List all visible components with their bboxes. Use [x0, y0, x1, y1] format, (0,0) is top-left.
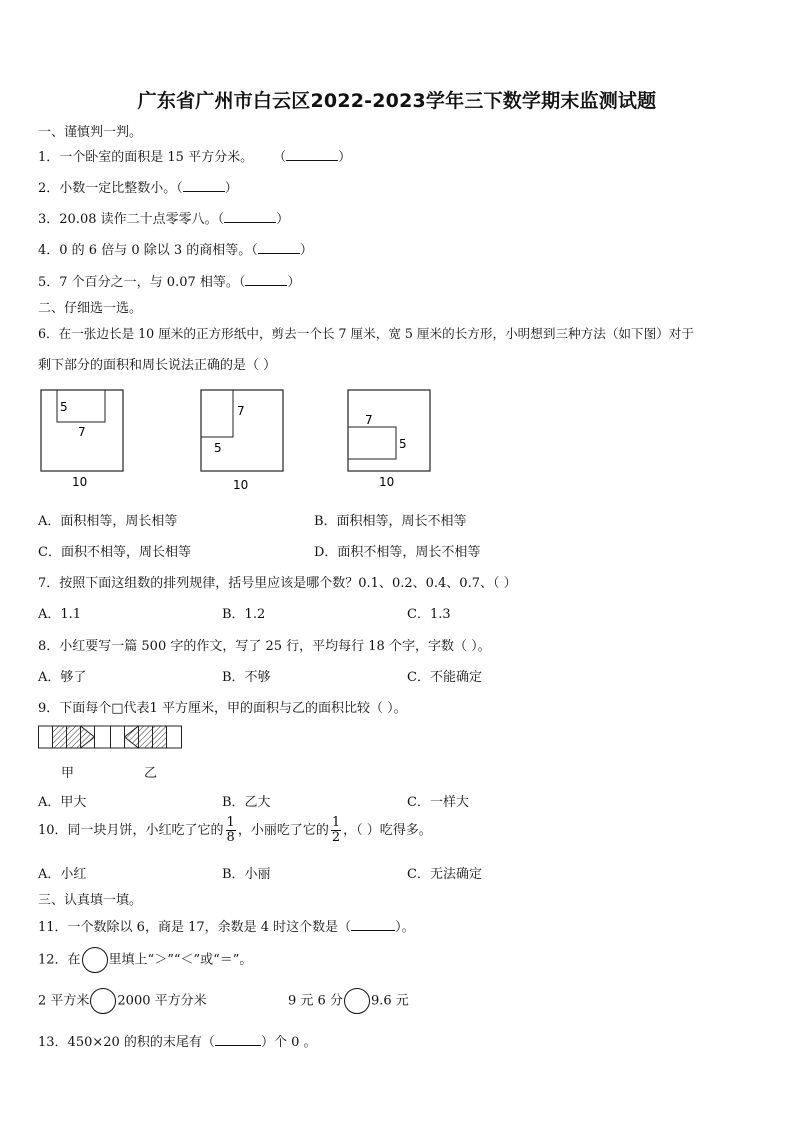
label-side: 10 — [233, 478, 249, 492]
option-6b[interactable]: B．面积相等，周长不相等 — [314, 514, 467, 529]
question-text: 11．一个数除以 6，商是 17，余数是 4 时这个数是（ — [38, 920, 352, 935]
compare-row-b — [288, 988, 409, 1015]
question-11 — [38, 916, 415, 935]
label-side: 10 — [72, 475, 88, 489]
question-10 — [38, 816, 432, 845]
paren-close: ） — [287, 275, 301, 290]
figure-square-2 — [196, 384, 296, 494]
option-10b[interactable]: B．小丽 — [222, 867, 271, 882]
question-text: 2．小数一定比整数小。 — [38, 181, 177, 196]
label-width: 5 — [214, 441, 222, 455]
answer-blank[interactable] — [351, 918, 395, 931]
grid-figure — [38, 724, 188, 756]
question-6-line-2: 剩下部分的面积和周长说法正确的是（ ） — [38, 358, 277, 373]
option-10a[interactable]: A．小红 — [38, 867, 87, 882]
square-outline — [201, 390, 283, 471]
question-6-line-1: 6．在一张边长是 10 厘米的正方形纸中，剪去一个长 7 厘米，宽 5 厘米的长方形，小明想到三种方法（如下图）对于 — [38, 326, 694, 341]
option-9c[interactable]: C．一样大 — [407, 795, 469, 810]
label-width: 5 — [60, 400, 68, 414]
fraction-one-half — [331, 816, 341, 845]
question-4 — [38, 239, 313, 258]
question-3 — [38, 208, 289, 227]
question-8: 8．小红要写一篇 500 字的作文，写了 25 行，平均每行 18 个字，字数（ ）。 — [38, 639, 491, 654]
answer-blank[interactable] — [286, 148, 338, 161]
compare-circle-input[interactable] — [344, 988, 370, 1014]
question-7: 7．按照下面这组数的排列规律，括号里应该是哪个数？0.1、0.2、0.4、0.7、（ ） — [38, 576, 517, 591]
denominator: 2 — [331, 830, 341, 845]
paren-close: ） — [299, 243, 313, 258]
shape-jia — [53, 726, 95, 748]
label-length: 7 — [78, 425, 86, 439]
question-text-pre: 13．450×20 的积的末尾有（ — [38, 1035, 215, 1050]
paren-close: ） — [276, 212, 290, 227]
option-7a[interactable]: A．1.1 — [38, 607, 82, 622]
section-heading-2: 二、仔细选一选。 — [38, 301, 143, 316]
fraction-one-eighth — [226, 816, 236, 845]
page-title: 广东省广州市白云区2022-2023学年三下数学期末监测试题 — [137, 90, 657, 112]
paren-open: （ — [176, 181, 183, 196]
question-text-pre: 12．在 — [38, 952, 81, 968]
compare-left: 9 元 6 分 — [288, 993, 343, 1009]
answer-blank[interactable] — [258, 241, 300, 254]
question-9: 9．下面每个□代表1 平方厘米，甲的面积与乙的面积比较（ ）。 — [38, 701, 407, 716]
shape-yi — [125, 726, 167, 748]
section-heading-3: 三、认真填一填。 — [38, 893, 143, 908]
question-text-post: ，（ ）吃得多。 — [343, 823, 432, 838]
label-width: 5 — [399, 437, 407, 451]
cut-rectangle — [348, 427, 396, 459]
answer-blank[interactable] — [245, 273, 287, 286]
denominator: 8 — [226, 830, 235, 845]
compare-row-a — [38, 988, 207, 1015]
question-12 — [38, 947, 252, 974]
paren-open: （ — [238, 275, 246, 290]
paren-open: （ — [217, 212, 225, 227]
label-side: 10 — [379, 475, 395, 489]
question-text: 3．20.08 读作二十点零零八。 — [38, 212, 218, 227]
figure-square-1 — [36, 384, 136, 494]
paren-open: （ — [273, 150, 287, 165]
compare-circle-input[interactable] — [90, 988, 116, 1014]
question-text: 1．一个卧室的面积是 15 平方分米。 — [38, 150, 254, 165]
question-text-pre: 10．同一块月饼，小红吃了它的 — [38, 823, 224, 838]
label-length: 7 — [237, 404, 245, 418]
option-10c[interactable]: C．无法确定 — [407, 867, 482, 882]
numerator: 1 — [226, 815, 235, 830]
paren-close: ）。 — [395, 920, 415, 935]
option-9a[interactable]: A．甲大 — [38, 795, 87, 810]
option-6a[interactable]: A．面积相等，周长相等 — [38, 514, 178, 529]
compare-right: 9.6 元 — [370, 993, 409, 1009]
section-heading-1: 一、谨慎判一判。 — [38, 125, 143, 140]
question-text-post: ）个 0 。 — [260, 1035, 317, 1050]
answer-blank[interactable] — [183, 179, 225, 192]
option-8b[interactable]: B．不够 — [222, 670, 271, 685]
label-jia: 甲 — [61, 766, 75, 781]
paren-close: ） — [224, 181, 238, 196]
option-9b[interactable]: B．乙大 — [222, 795, 271, 810]
paren-open: （ — [251, 243, 258, 258]
figure-square-3 — [343, 384, 443, 494]
option-8c[interactable]: C．不能确定 — [407, 670, 482, 685]
question-2 — [38, 177, 238, 196]
label-length: 7 — [365, 413, 373, 427]
question-13 — [38, 1031, 316, 1050]
option-7c[interactable]: C．1.3 — [407, 607, 451, 622]
numerator: 1 — [331, 815, 341, 830]
question-text-post: 里填上“＞”“＜”或“＝”。 — [108, 952, 253, 968]
compare-left: 2 平方米 — [38, 993, 90, 1009]
question-text: 5．7 个百分之一，与 0.07 相等。 — [38, 275, 239, 290]
question-text: 4．0 的 6 倍与 0 除以 3 的商相等。 — [38, 243, 252, 258]
option-7b[interactable]: B．1.2 — [222, 607, 266, 622]
answer-blank[interactable] — [224, 210, 276, 223]
question-1 — [38, 146, 351, 165]
option-8a[interactable]: A．够了 — [38, 670, 87, 685]
question-text-mid: ，小丽吃了它的 — [237, 823, 329, 838]
question-5 — [38, 271, 300, 290]
answer-blank[interactable] — [215, 1033, 261, 1046]
option-6d[interactable]: D．面积不相等，周长不相等 — [314, 545, 481, 560]
paren-close: ） — [338, 150, 352, 165]
label-yi: 乙 — [144, 766, 158, 781]
compare-circle-example — [82, 947, 108, 973]
compare-right: 2000 平方分米 — [117, 993, 207, 1009]
option-6c[interactable]: C．面积不相等，周长相等 — [38, 545, 191, 560]
cut-rectangle — [201, 390, 233, 437]
